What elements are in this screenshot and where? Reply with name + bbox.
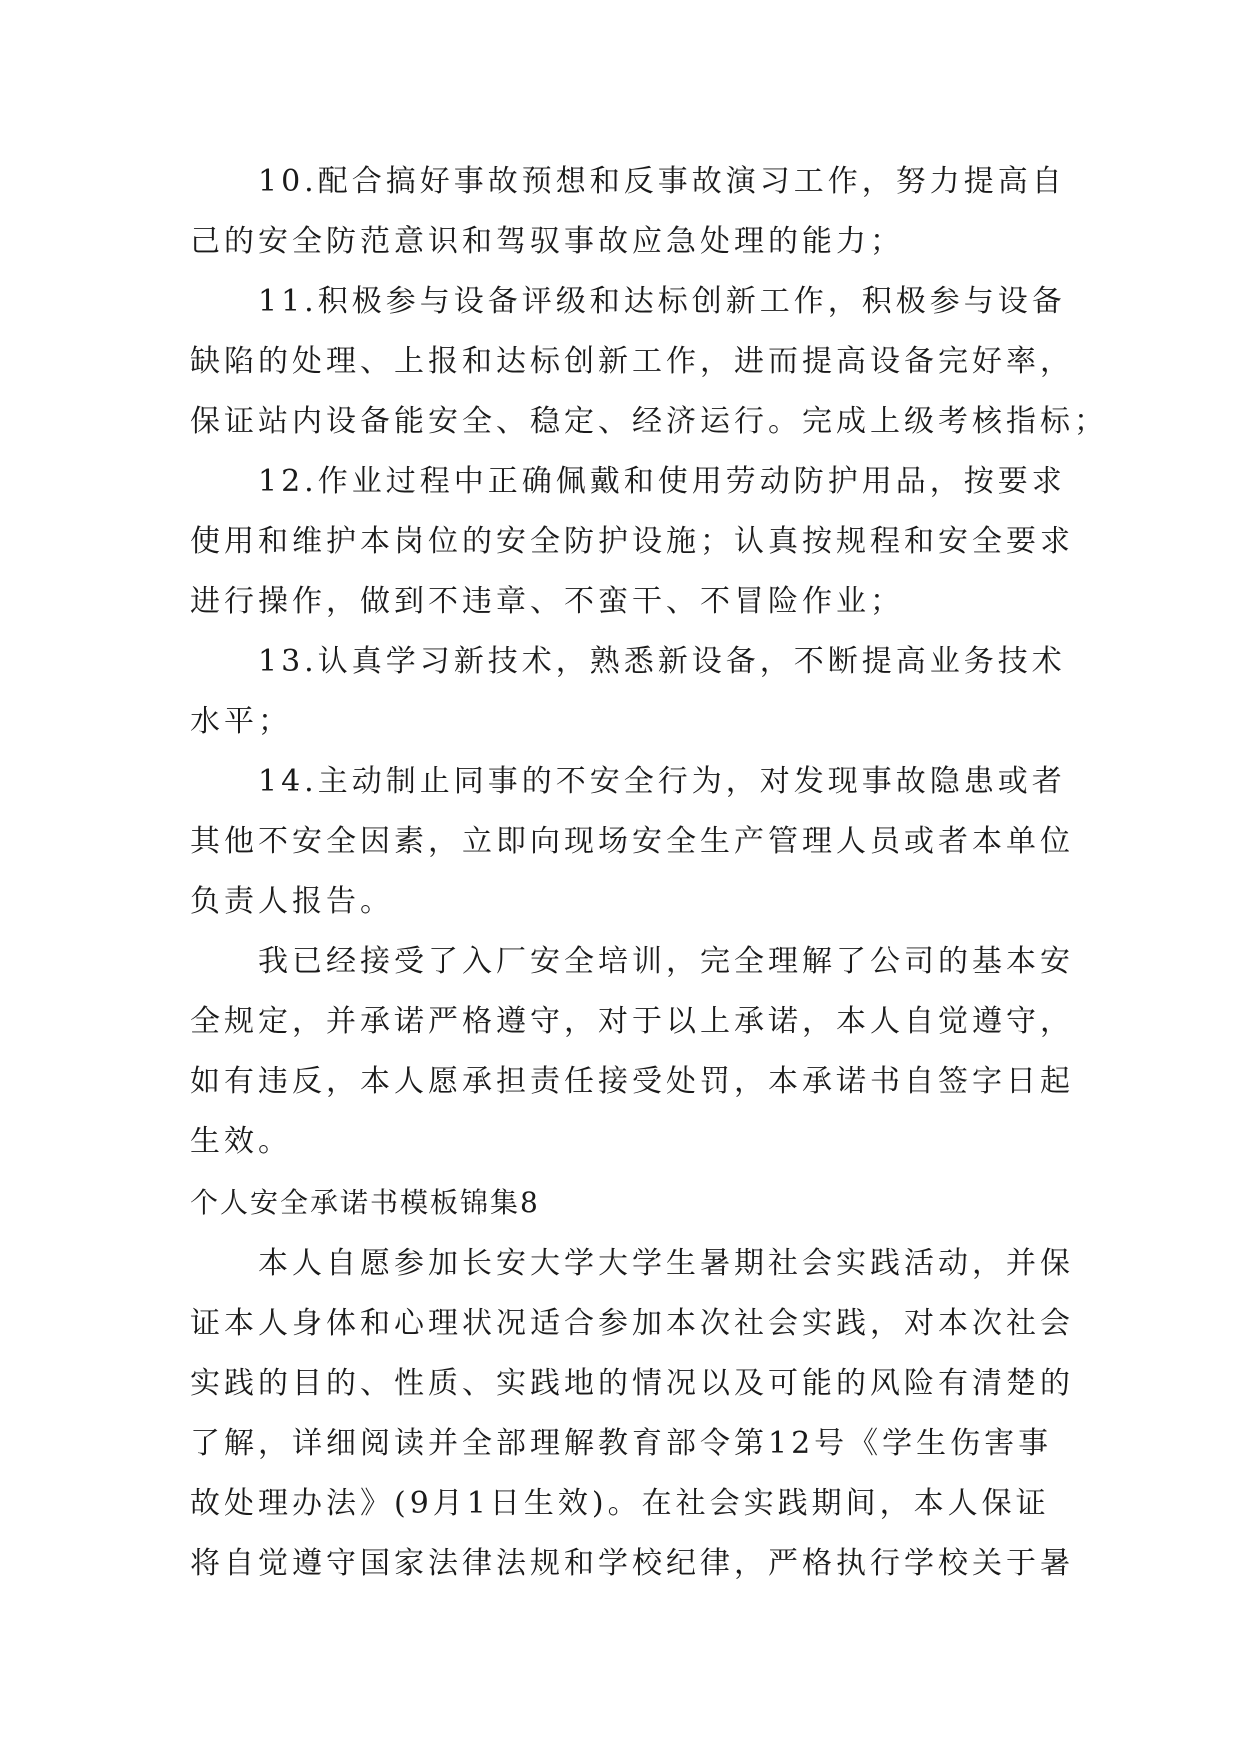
paragraph-line: 缺陷的处理、上报和达标创新工作，进而提高设备完好率，: [190, 344, 1074, 379]
paragraph-line: 保证站内设备能安全、稳定、经济运行。完成上级考核指标；: [190, 404, 1108, 439]
document-page: [190, 152, 1108, 1594]
paragraph-line: 我已经接受了入厂安全培训，完全理解了公司的基本安: [258, 944, 1074, 979]
paragraph-line: 12.作业过程中正确佩戴和使用劳动防护用品，按要求: [258, 464, 1066, 499]
section-heading: 个人安全承诺书模板锦集8: [190, 1186, 540, 1219]
paragraph-line: 己的安全防范意识和驾驭事故应急处理的能力；: [190, 224, 904, 259]
paragraph-line: 生效。: [190, 1124, 292, 1159]
paragraph-line: 13.认真学习新技术，熟悉新设备，不断提高业务技术: [258, 644, 1066, 679]
paragraph-line: 11.积极参与设备评级和达标创新工作，积极参与设备: [258, 284, 1066, 319]
paragraph-line: 故处理办法》(9月1日生效)。在社会实践期间，本人保证: [190, 1486, 1050, 1521]
paragraph-line: 使用和维护本岗位的安全防护设施；认真按规程和安全要求: [190, 524, 1074, 559]
paragraph-line: 将自觉遵守国家法律法规和学校纪律，严格执行学校关于暑: [190, 1546, 1074, 1581]
paragraph-line: 水平；: [190, 704, 292, 739]
paragraph-line: 如有违反，本人愿承担责任接受处罚，本承诺书自签字日起: [190, 1064, 1074, 1099]
paragraph-line: 14.主动制止同事的不安全行为，对发现事故隐患或者: [258, 764, 1066, 799]
paragraph-line: 其他不安全因素，立即向现场安全生产管理人员或者本单位: [190, 824, 1074, 859]
paragraph-line: 10.配合搞好事故预想和反事故演习工作，努力提高自: [258, 164, 1066, 199]
paragraph-line: 了解，详细阅读并全部理解教育部令第12号《学生伤害事: [190, 1426, 1053, 1461]
paragraph-line: 实践的目的、性质、实践地的情况以及可能的风险有清楚的: [190, 1366, 1074, 1401]
paragraph-line: 本人自愿参加长安大学大学生暑期社会实践活动，并保: [258, 1246, 1074, 1281]
paragraph-line: 全规定，并承诺严格遵守，对于以上承诺，本人自觉遵守，: [190, 1004, 1074, 1039]
paragraph-line: 负责人报告。: [190, 884, 394, 919]
paragraph-line: 进行操作，做到不违章、不蛮干、不冒险作业；: [190, 584, 904, 619]
paragraph-line: 证本人身体和心理状况适合参加本次社会实践，对本次社会: [190, 1306, 1074, 1341]
